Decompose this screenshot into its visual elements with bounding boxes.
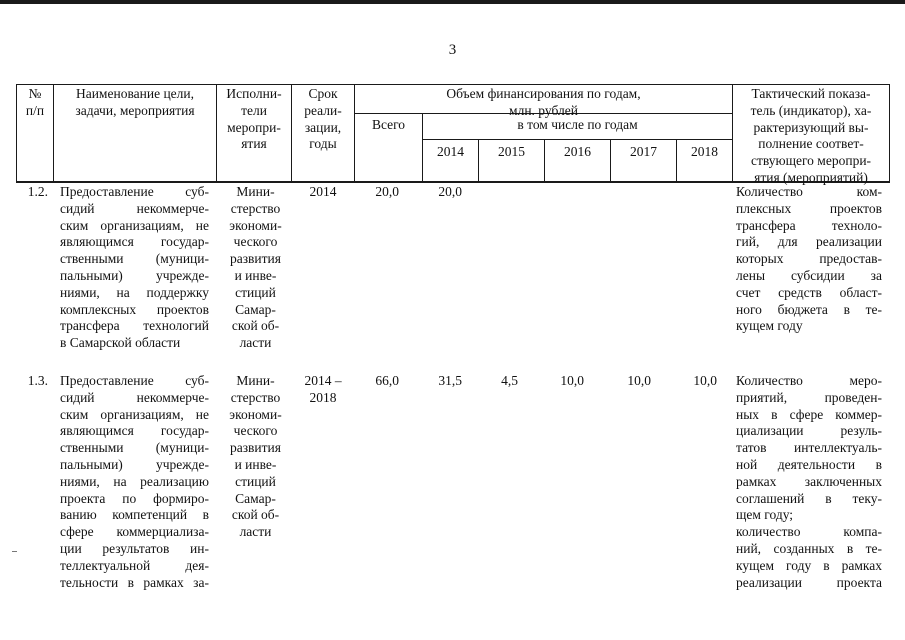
row-indicator-line: кущем году <box>736 318 803 334</box>
header-year-2016: 2016 <box>564 144 591 159</box>
row-executor-line: экономи- <box>229 217 282 233</box>
row-executor-line: Самар- <box>235 490 276 506</box>
row-name-line: ванию компетенций в <box>60 507 209 523</box>
row-executor-line: ской об- <box>231 507 280 523</box>
row-number: 1.3. <box>27 373 48 388</box>
header-number: № п/п <box>25 86 45 118</box>
row-value-y2018: 10,0 <box>693 373 717 388</box>
row-indicator-line: ний, созданных в те- <box>736 541 882 556</box>
row-term-line: 2014 <box>309 184 337 199</box>
row-indicator-line: трансфера техноло- <box>736 217 882 233</box>
header-including-by-years: в том числе по годам <box>517 117 638 132</box>
row-name-line: сидий некоммерче- <box>60 389 209 405</box>
row-value-y2015: 4,5 <box>501 373 518 388</box>
row-executor-line: экономи- <box>229 406 282 422</box>
row-indicator-line: рамках заключенных <box>736 473 882 489</box>
row-indicator-line: циализации резуль- <box>736 423 882 439</box>
row-indicator-line: ного бюджета в те- <box>736 301 882 317</box>
row-indicator-line: приятий, проведен- <box>736 389 882 405</box>
row-number: 1.2. <box>27 184 48 199</box>
header-funding: Объем финансирования по годам, млн. рублей <box>446 86 641 118</box>
row-executor-line: развития <box>229 251 281 267</box>
row-indicator-line: реализации проекта <box>736 574 882 590</box>
row-executor-line: Мини- <box>236 184 275 199</box>
scan-top-border <box>0 0 905 4</box>
row-indicator-line: Количество ком- <box>736 184 882 199</box>
row-name-line: ственными (муници- <box>60 251 209 267</box>
row-indicator-line: гий, для реализации <box>736 234 882 250</box>
row-executor-line: ческого <box>233 423 278 439</box>
row-indicator-line: щем году; <box>736 507 794 523</box>
header-year-2014: 2014 <box>437 144 464 159</box>
header-indicator: Тактический показа- тель (индикатор), ха- рактеризующий вы- полнение соответ- ствующего меропри- ятия (мероприятий) <box>750 86 872 185</box>
row-name-line: трансфера технологий <box>60 318 209 334</box>
row-name-line: Предоставление суб- <box>60 184 209 199</box>
row-name-line: ниями, на реализацию <box>60 473 209 489</box>
header-executors: Исполни- тели меропри- ятия <box>226 86 282 152</box>
header-year-2018: 2018 <box>691 144 718 159</box>
row-name-line: являющимся государ- <box>60 234 209 250</box>
row-indicator-line: количество компа- <box>736 524 882 540</box>
row-indicator-line: соглашений в теку- <box>736 490 882 506</box>
row-name-line: сидий некоммерче- <box>60 200 209 216</box>
row-value-y2014: 31,5 <box>438 373 462 388</box>
row-executor-line: ласти <box>239 524 272 540</box>
row-name-line: ским организациям, не <box>60 406 209 422</box>
row-name-line: проекта по формиро- <box>60 490 209 506</box>
row-executor-line: стерство <box>230 389 281 405</box>
row-value-y2016: 10,0 <box>560 373 584 388</box>
row-name-line: теллектуальной дея- <box>60 557 209 573</box>
row-indicator-line: кущем году в рамках <box>736 557 882 573</box>
row-indicator-line: лены субсидии за <box>736 268 882 283</box>
page-number: 3 <box>448 42 457 58</box>
row-term-line: 2018 <box>309 389 337 405</box>
row-name-line: сфере коммерциализа- <box>60 524 209 540</box>
row-name-line: в Самарской области <box>60 335 181 351</box>
header-total: Всего <box>371 117 406 132</box>
row-indicator-line: счет средств област- <box>736 284 882 300</box>
row-name-line: пальными) учрежде- <box>60 268 209 283</box>
row-name-line: ции результатов ин- <box>60 541 209 556</box>
row-name-line: Предоставление суб- <box>60 373 209 388</box>
row-executor-line: ческого <box>233 234 278 250</box>
row-value-total: 20,0 <box>375 184 399 199</box>
row-term-line: 2014 – <box>304 373 342 388</box>
row-executor-line: ласти <box>239 335 272 351</box>
row-name-line: ниями, на поддержку <box>60 284 209 300</box>
row-executor-line: Самар- <box>235 301 276 317</box>
row-name-line: комплексных проектов <box>60 301 209 317</box>
row-name-line: пальными) учрежде- <box>60 457 209 472</box>
row-executor-line: и инве- <box>234 268 277 283</box>
row-value-total: 66,0 <box>375 373 399 388</box>
row-executor-line: стиций <box>235 473 276 489</box>
row-indicator-line: плексных проектов <box>736 200 882 216</box>
row-executor-line: развития <box>229 440 281 456</box>
row-indicator-line: ных в сфере коммер- <box>736 406 882 422</box>
header-year-2015: 2015 <box>498 144 525 159</box>
row-name-line: ственными (муници- <box>60 440 209 456</box>
header-name: Наименование цели, задачи, мероприятия <box>75 86 195 118</box>
row-name-line: являющимся государ- <box>60 423 209 439</box>
row-executor-line: ской об- <box>231 318 280 334</box>
row-name-line: тельности в рамках за- <box>60 574 209 590</box>
row-executor-line: стиций <box>235 284 276 300</box>
header-term: Срок реали- зации, годы <box>304 86 342 152</box>
row-indicator-line: татов интеллектуаль- <box>736 440 882 456</box>
row-value-y2014: 20,0 <box>438 184 462 199</box>
row-executor-line: Мини- <box>236 373 275 388</box>
row-executor-line: стерство <box>230 200 281 216</box>
row-indicator-line: ной деятельности в <box>736 457 882 472</box>
scan-margin-mark <box>12 551 17 552</box>
row-indicator-line: которых предостав- <box>736 251 882 267</box>
row-executor-line: и инве- <box>234 457 277 472</box>
header-year-2017: 2017 <box>630 144 657 159</box>
row-indicator-line: Количество меро- <box>736 373 882 388</box>
row-value-y2017: 10,0 <box>627 373 651 388</box>
row-name-line: ским организациям, не <box>60 217 209 233</box>
